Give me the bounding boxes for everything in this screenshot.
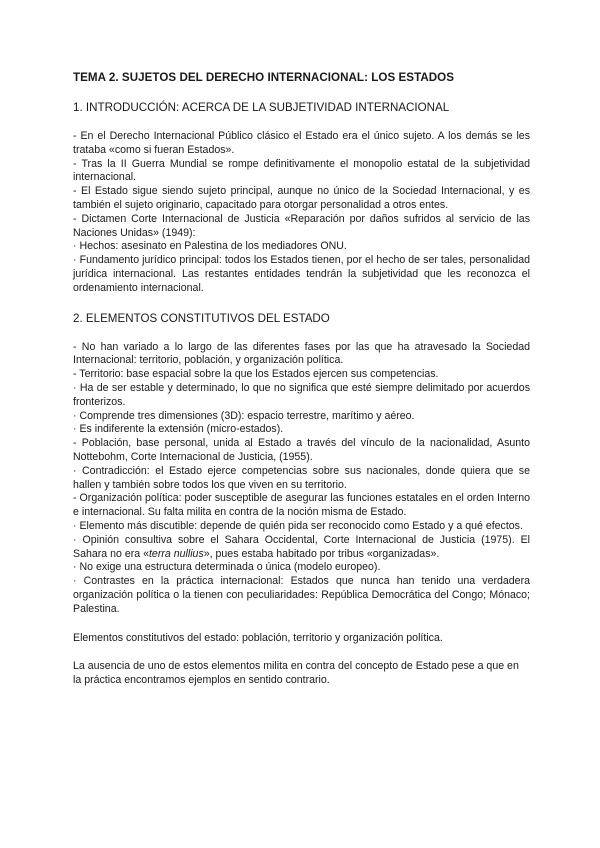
section-1-heading: 1. INTRODUCCIÓN: ACERCA DE LA SUBJETIVIDAD INTERNACIONAL	[73, 101, 450, 114]
section-1-body	[73, 130, 530, 296]
paragraph: - Dictamen Corte Internacional de Justicia «Reparación por daños sufridos al servicio de las Naciones Unidas» (1949):	[73, 212, 530, 239]
paragraph: - No han variado a lo largo de las diferentes fases por las que ha atravesado la Sociedad Internacional: territorio, población, y organización política.	[73, 340, 530, 367]
paragraph: - Organización política: poder susceptible de asegurar las funciones estatales en el orden Interno e internacional. Su falta milita en contra de la noción misma de Estado.	[73, 492, 530, 519]
paragraph: - Territorio: base espacial sobre la que los Estados ejercen sus competencias.	[73, 368, 439, 381]
section-2-heading: 2. ELEMENTOS CONSTITUTIVOS DEL ESTADO	[73, 311, 330, 325]
sahara-text-italic: terra nullius	[148, 547, 204, 560]
paragraph: · Comprende tres dimensiones (3D): espacio terrestre, marítimo y aéreo.	[73, 409, 415, 422]
summary-paragraph: Elementos constitutivos del estado: población, territorio y organización política.	[73, 631, 443, 644]
sahara-paragraph	[73, 534, 530, 562]
paragraph: - En el Derecho Internacional Público clásico el Estado era el único sujeto. A los demás se les trataba «como si fueran Estados».	[73, 130, 530, 156]
paragraph: · Ha de ser estable y determinado, lo que no significa que esté siempre delimitado por acuerdos fronterizos.	[73, 381, 530, 408]
sahara-text-before: · Opinión consultiva sobre el Sahara Occidental, Corte Internacional de Justicia (1975). El Sahara no era «	[73, 533, 530, 560]
paragraph: - El Estado sigue siendo sujeto principal, aunque no único de la Sociedad Internacional, y es también el sujeto originario, capacitado para otorgar personalidad a otros entes.	[73, 185, 530, 211]
paragraph: - Población, base personal, unida al Estado a través del vínculo de la nacionalidad, Asunto Nottebohm, Corte Internacional de Justicia, (1955).	[73, 437, 530, 463]
paragraph: · Es indiferente la extensión (micro-estados).	[73, 423, 284, 436]
paragraph: · Hechos: asesinato en Palestina de los mediadores ONU.	[73, 240, 347, 253]
paragraph: - Tras la II Guerra Mundial se rompe definitivamente el monopolio estatal de la subjetividad internacional.	[73, 157, 530, 184]
paragraph: · No exige una estructura determinada o única (modelo europeo).	[73, 561, 381, 574]
paragraph: · Fundamento jurídico principal: todos los Estados tienen, por el hecho de ser tales, personalidad jurídica internacional. Las restantes entidades tendrán la subjetividad que les reconozca el ordenamiento internacional.	[73, 254, 530, 294]
paragraph: · Contrastes en la práctica internacional: Estados que nunca han tenido una verdadera organización política o la tienen con peculiaridades: República Democrática del Congo; Mónaco; Palestina.	[73, 575, 530, 615]
closing-paragraph: La ausencia de uno de estos elementos milita en contra del concepto de Estado pese a que en la práctica encontramos ejemplos en sentido contrario.	[73, 660, 519, 687]
paragraph: · Elemento más discutible: depende de quién pida ser reconocido como Estado y a qué efectos.	[73, 519, 523, 532]
paragraph: · Contradicción: el Estado ejerce competencias sobre sus nacionales, donde quiera que se hallen y también sobre todos los que viven en su territorio.	[73, 464, 530, 491]
document-title: TEMA 2. SUJETOS DEL DERECHO INTERNACIONAL: LOS ESTADOS	[73, 71, 455, 84]
sahara-text-after: », pues estaba habitado por tribus «organizadas».	[203, 547, 440, 560]
section-2-body	[73, 341, 530, 617]
